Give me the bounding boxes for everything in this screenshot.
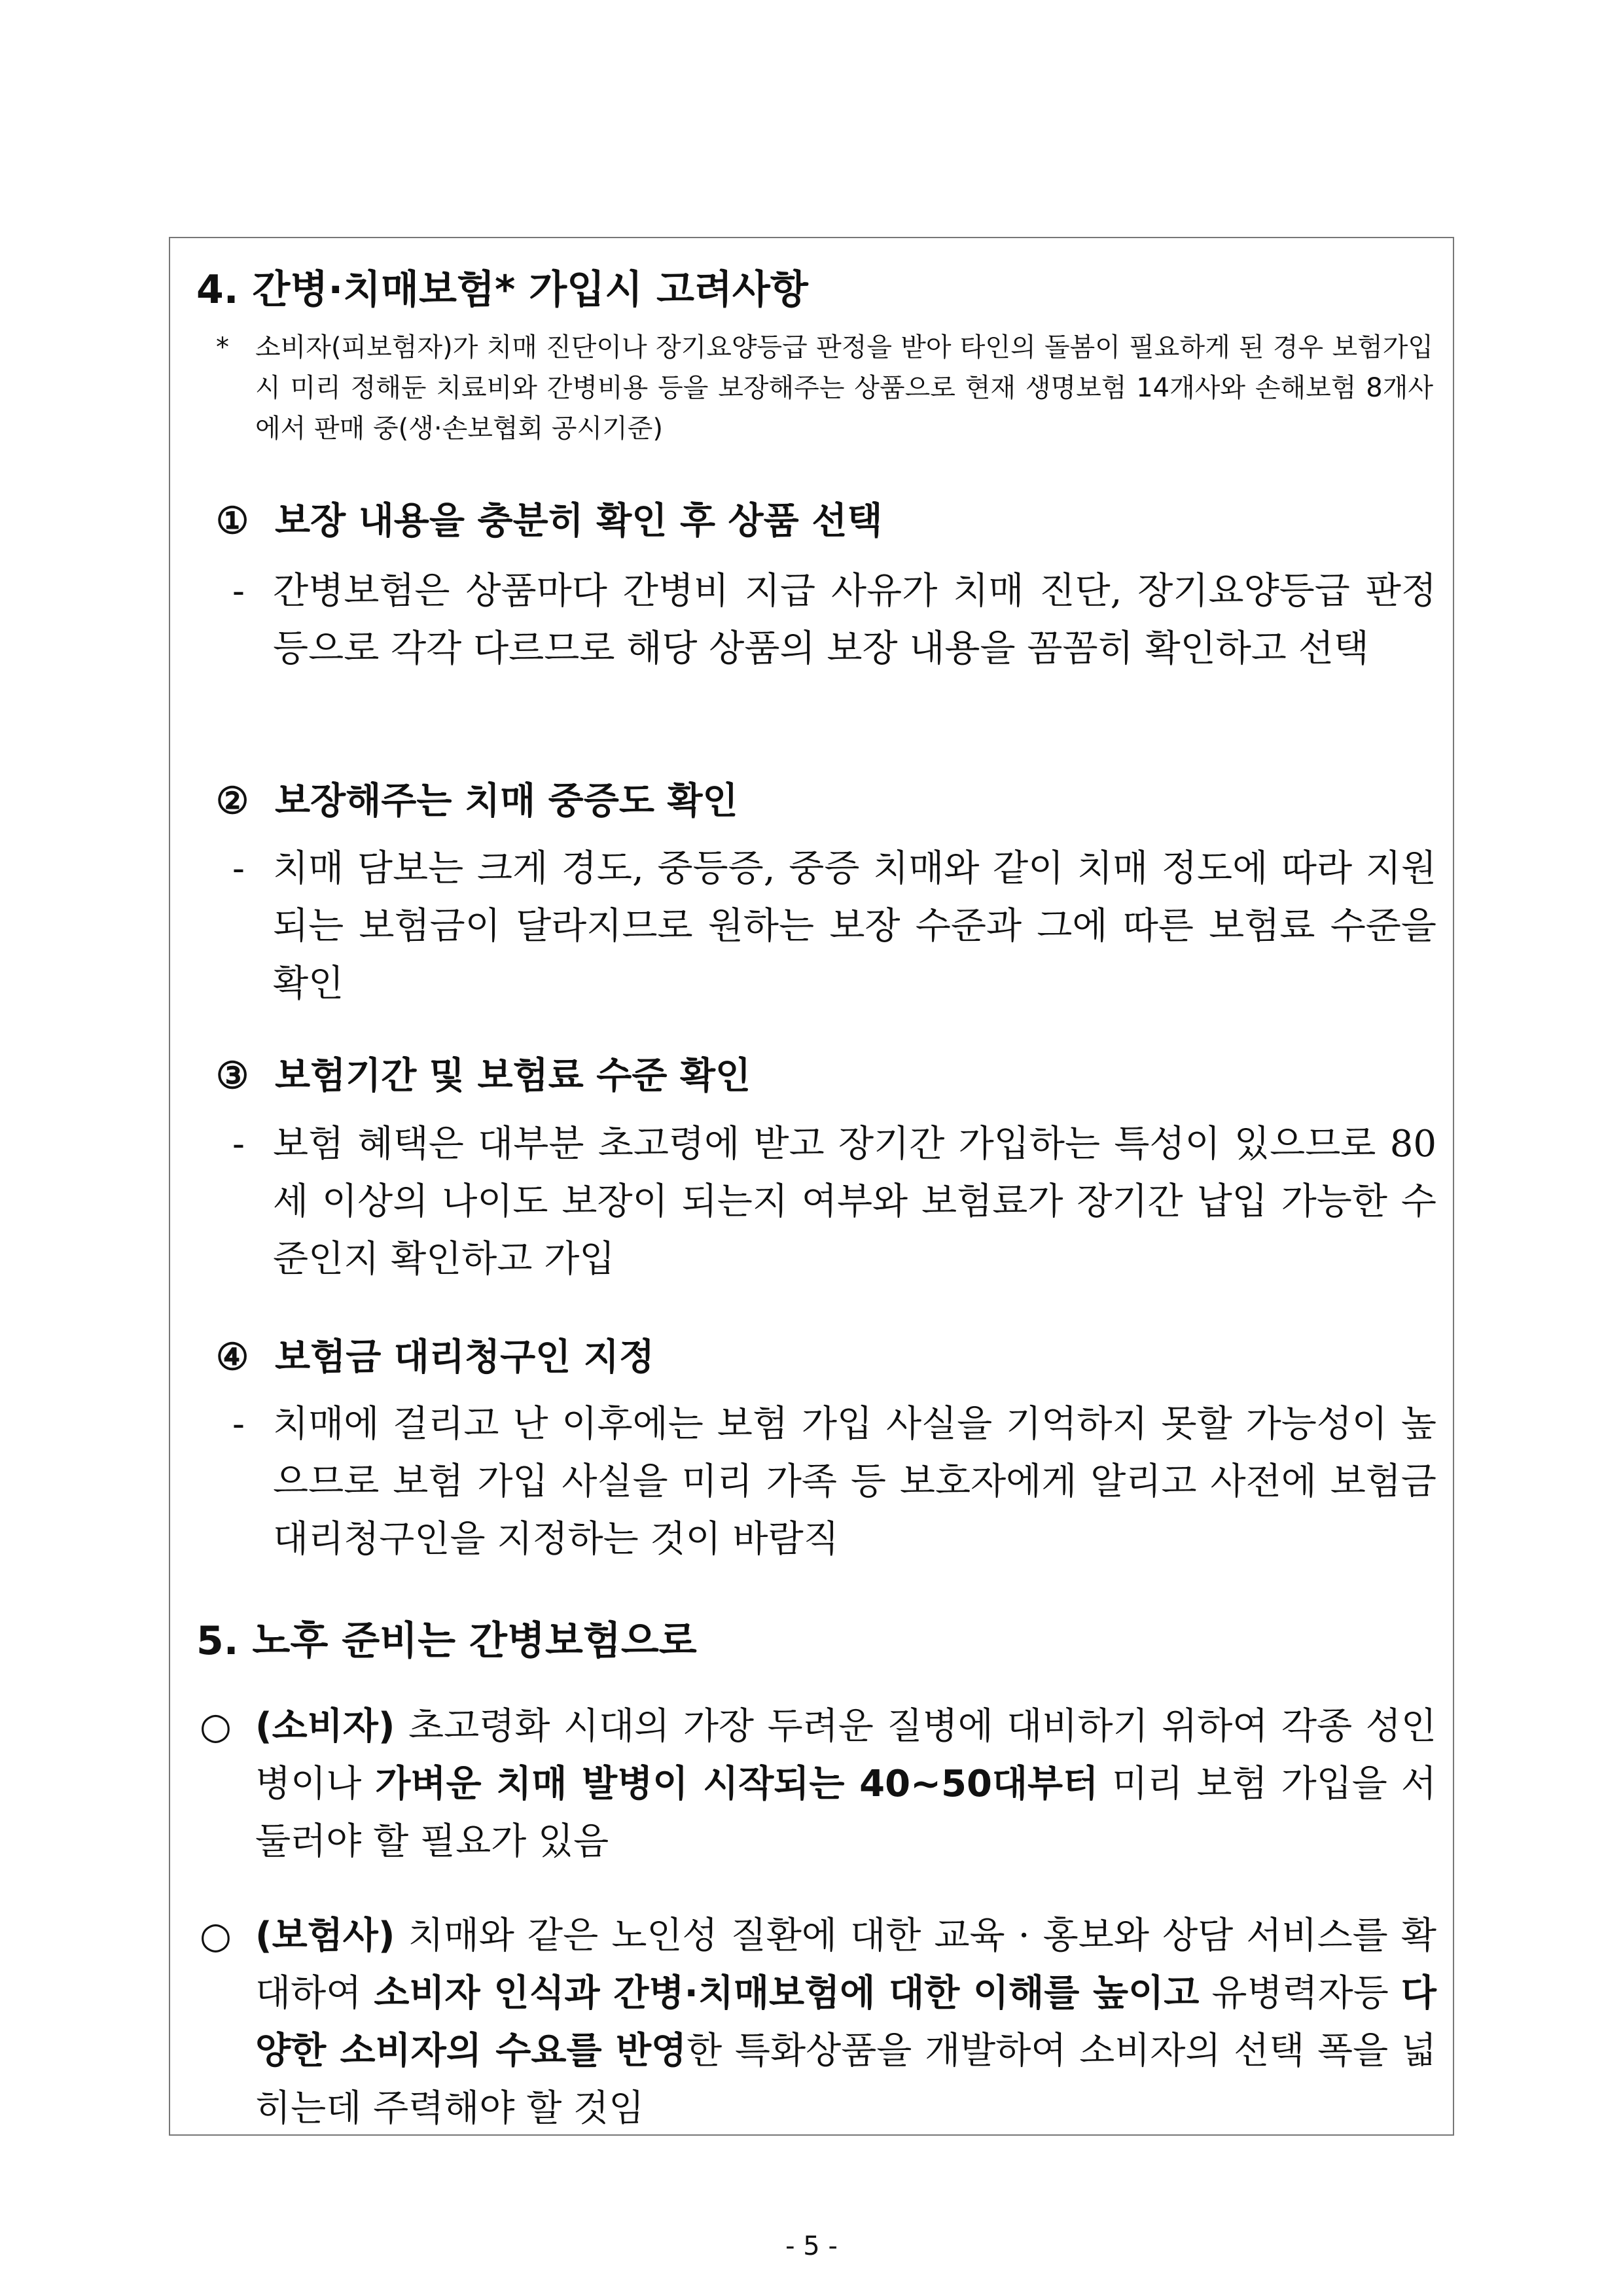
bullet-emphasis: 다양한 소비자의 수요를 반영: [255, 1972, 1436, 2072]
bullet-insurer-text: [200, 1907, 1436, 2138]
footnote-mark: *: [216, 332, 229, 362]
item-4-number: ④: [216, 1335, 249, 1379]
dash-marker: -: [232, 570, 245, 612]
bullet-consumer-text: [200, 1698, 1436, 1871]
bullet-text-part: 초고령화 시대의 가장 두려운 질병에 대비하기 위하여 각종 성인병이나: [255, 1705, 1436, 1805]
bullet-lead: (소비자): [255, 1705, 395, 1748]
item-1-body: [232, 563, 1436, 678]
item-1-number: ①: [216, 499, 249, 542]
item-1-title: [216, 492, 882, 544]
bullet-text-part: 미리 보험 가입을 서둘러야 할 필요가 있음: [255, 1763, 1436, 1863]
item-4-title: [216, 1328, 654, 1381]
bullet-consumer: [200, 1698, 1436, 1871]
bullet-lead: (보험사): [255, 1915, 395, 1957]
item-3-body: [232, 1116, 1436, 1288]
section-5-title: 5. 노후 준비는 간병보험으로: [196, 1618, 697, 1664]
dash-marker: -: [232, 847, 245, 890]
section-4-footnote: [216, 327, 1433, 449]
item-2-body: [232, 840, 1436, 1013]
bullet-text-part: 유병력자등: [1199, 1972, 1401, 2015]
item-1-body-text: 간병보험은 상품마다 간병비 지급 사유가 치매 진단, 장기요양등급 판정 등으로 각각 다르므로 해당 상품의 보장 내용을 꼼꼼히 확인하고 선택: [273, 570, 1436, 670]
item-2-title-text: 보장해주는 치매 중증도 확인: [275, 779, 738, 822]
item-3-number: ③: [216, 1054, 249, 1097]
bullet-emphasis: 가벼운 치매 발병이 시작되는 40~50대부터: [375, 1763, 1099, 1805]
item-3-body-text: 보험 혜택은 대부분 초고령에 받고 장기간 가입하는 특성이 있으므로 80세 이상의 나이도 보장이 되는지 여부와 보험료가 장기간 납입 가능한 수준인지 확인하고 가입: [273, 1123, 1436, 1280]
circle-bullet-icon: ○: [200, 1915, 232, 1957]
item-3-title: [216, 1047, 751, 1099]
dash-marker: -: [232, 1123, 245, 1165]
item-2-body-text: 치매 담보는 크게 경도, 중등증, 중증 치매와 같이 치매 정도에 따라 지원되는 보험금이 달라지므로 원하는 보장 수준과 그에 따른 보험료 수준을 확인: [273, 847, 1436, 1005]
page-number: - 5 -: [785, 2231, 838, 2261]
bullet-insurer: [200, 1907, 1436, 2138]
bullet-text-part: 치매와 같은 노인성 질환에 대한 교육 · 홍보와 상담 서비스를 확대하여: [255, 1915, 1436, 2015]
circle-bullet-icon: ○: [200, 1705, 232, 1748]
item-3-title-text: 보험기간 및 보험료 수준 확인: [275, 1054, 751, 1097]
item-1-title-text: 보장 내용을 충분히 확인 후 상품 선택: [275, 499, 883, 542]
item-2-number: ②: [216, 779, 249, 822]
item-4-body: [232, 1396, 1436, 1568]
item-2-title: [216, 772, 738, 824]
item-4-body-text: 치매에 걸리고 난 이후에는 보험 가입 사실을 기억하지 못할 가능성이 높으므로 보험 가입 사실을 미리 가족 등 보호자에게 알리고 사전에 보험금 대리청구인을 지정하는 것이 바람직: [273, 1403, 1436, 1561]
bullet-emphasis: 소비자 인식과 간병·치매보험에 대한 이해를 높이고: [374, 1972, 1200, 2015]
item-4-title-text: 보험금 대리청구인 지정: [275, 1335, 654, 1379]
bullet-text-part: 한 특화상품을 개발하여 소비자의 선택 폭을 넓히는데 주력해야 할 것임: [255, 2030, 1436, 2130]
dash-marker: -: [232, 1403, 245, 1445]
section-4-title: 4. 간병·치매보험* 가입시 고려사항: [196, 267, 808, 313]
footnote-text: 소비자(피보험자)가 치매 진단이나 장기요양등급 판정을 받아 타인의 돌봄이 필요하게 된 경우 보험가입시 미리 정해둔 치료비와 간병비용 등을 보장해주는 상품으로 현재 생명보험 14개사와 손해보험 8개사에서 판매 중(생·손보협회 공시기준): [255, 332, 1433, 444]
